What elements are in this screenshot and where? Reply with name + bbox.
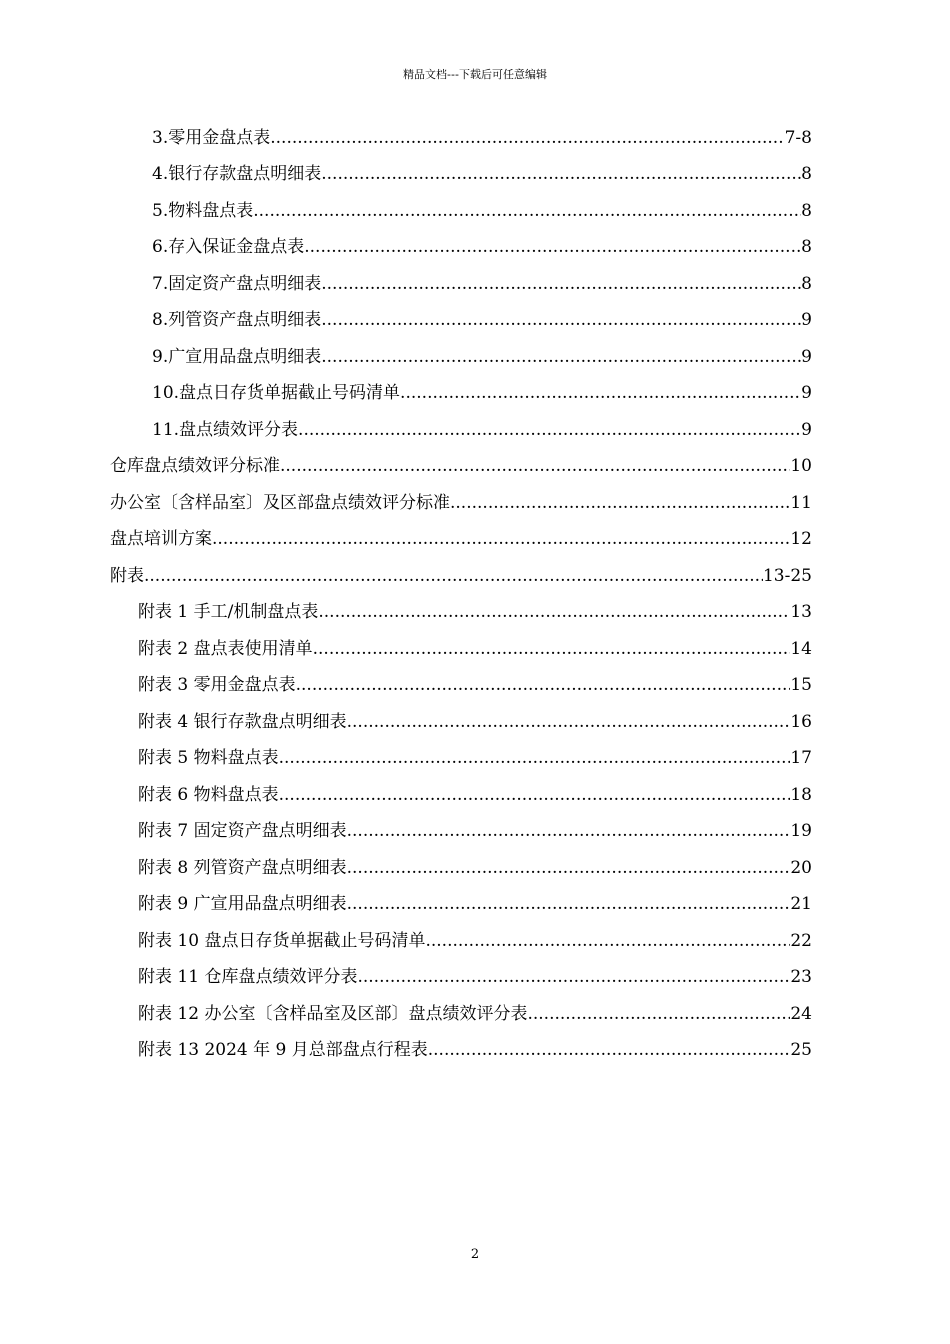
toc-entry[interactable]	[110, 454, 812, 478]
toc-entry[interactable]	[138, 600, 812, 624]
toc-entry[interactable]	[152, 418, 812, 442]
toc-entry[interactable]	[110, 491, 812, 515]
toc-entry-title: 盘点培训方案	[110, 529, 212, 549]
toc-entry[interactable]	[152, 235, 812, 259]
toc-entry-title: 银行存款盘点明细表	[168, 164, 322, 184]
toc-entry[interactable]	[152, 126, 812, 150]
toc-dot-leader	[527, 1002, 790, 1026]
toc-dot-leader	[428, 1038, 791, 1062]
toc-entry[interactable]	[138, 710, 812, 734]
toc-entry[interactable]	[110, 527, 812, 551]
toc-entry-title: 附表	[110, 566, 144, 586]
toc-entry-title: 附表 10 盘点日存货单据截止号码清单	[138, 931, 426, 951]
toc-entry[interactable]	[152, 199, 812, 223]
toc-dot-leader	[347, 710, 791, 734]
toc-entry-title: 附表 1 手工/机制盘点表	[138, 602, 319, 622]
toc-dot-leader	[321, 345, 801, 369]
toc-entry-page: 9	[801, 310, 812, 330]
toc-entry-page: 12	[790, 529, 812, 549]
toc-entry-number: 11.	[152, 420, 180, 440]
toc-entry-page: 9	[801, 347, 812, 367]
page-header: 精品文档---下载后可任意编辑	[403, 68, 547, 81]
toc-entry[interactable]	[152, 345, 812, 369]
toc-entry-title: 附表 13 2024 年 9 月总部盘点行程表	[138, 1040, 428, 1060]
toc-entry-title: 附表 2 盘点表使用清单	[138, 639, 313, 659]
toc-entry-title: 存入保证金盘点表	[168, 237, 305, 257]
toc-entry[interactable]	[138, 929, 812, 953]
toc-dot-leader	[400, 381, 801, 405]
toc-entry-page: 8	[801, 164, 812, 184]
toc-entry[interactable]	[138, 892, 812, 916]
toc-entry-title: 附表 12 办公室〔含样品室及区部〕盘点绩效评分表	[138, 1004, 528, 1024]
toc-entry-page: 18	[790, 785, 812, 805]
toc-entry-number: 6.	[152, 237, 169, 257]
toc-dot-leader	[253, 199, 801, 223]
toc-dot-leader	[321, 162, 801, 186]
toc-entry[interactable]	[152, 308, 812, 332]
toc-entry-title: 附表 7 固定资产盘点明细表	[138, 821, 347, 841]
toc-dot-leader	[347, 819, 791, 843]
toc-entry-title: 盘点日存货单据截止号码清单	[179, 383, 401, 403]
toc-entry-title: 附表 9 广宣用品盘点明细表	[138, 894, 347, 914]
toc-entry-page: 9	[801, 420, 812, 440]
toc-dot-leader	[321, 308, 801, 332]
toc-entry-page: 16	[790, 712, 812, 732]
toc-entry-page: 19	[790, 821, 812, 841]
toc-entry-title: 附表 4 银行存款盘点明细表	[138, 712, 347, 732]
toc-entry-title: 零用金盘点表	[168, 128, 271, 148]
toc-entry-page: 14	[790, 639, 812, 659]
toc-entry-page: 13	[790, 602, 812, 622]
toc-dot-leader	[357, 965, 790, 989]
toc-entry-page: 10	[790, 456, 812, 476]
toc-entry[interactable]	[138, 1002, 812, 1026]
toc-dot-leader	[425, 929, 790, 953]
toc-entry-title: 附表 11 仓库盘点绩效评分表	[138, 967, 358, 987]
toc-entry-page: 8	[801, 201, 812, 221]
toc-entry-page: 17	[790, 748, 812, 768]
toc-entry-page: 20	[790, 858, 812, 878]
toc-entry[interactable]	[138, 1038, 812, 1062]
toc-entry-page: 9	[801, 383, 812, 403]
toc-entry-title: 物料盘点表	[168, 201, 254, 221]
toc-entry-title: 附表 8 列管资产盘点明细表	[138, 858, 347, 878]
toc-dot-leader	[304, 235, 801, 259]
toc-entry-page: 22	[790, 931, 812, 951]
toc-dot-leader	[270, 126, 784, 150]
toc-entry[interactable]	[152, 162, 812, 186]
toc-entry-page: 23	[790, 967, 812, 987]
toc-dot-leader	[280, 454, 790, 478]
toc-dot-leader	[347, 856, 791, 880]
toc-entry-title: 附表 6 物料盘点表	[138, 785, 279, 805]
toc-entry-title: 盘点绩效评分表	[179, 420, 299, 440]
toc-entry[interactable]	[110, 564, 812, 588]
toc-entry-page: 8	[801, 274, 812, 294]
toc-dot-leader	[212, 527, 790, 551]
toc-dot-leader	[296, 673, 791, 697]
toc-dot-leader	[279, 746, 791, 770]
toc-entry-page: 25	[790, 1040, 812, 1060]
toc-entry-page: 7-8	[784, 128, 812, 148]
toc-entry[interactable]	[152, 272, 812, 296]
toc-entry-title: 广宣用品盘点明细表	[168, 347, 322, 367]
toc-dot-leader	[313, 637, 791, 661]
toc-entry-number: 7.	[152, 274, 169, 294]
toc-entry-number: 8.	[152, 310, 169, 330]
toc-entry-number: 3.	[152, 128, 169, 148]
toc-entry[interactable]	[138, 746, 812, 770]
toc-entry-page: 15	[790, 675, 812, 695]
toc-entry[interactable]	[138, 673, 812, 697]
toc-entry-number: 4.	[152, 164, 169, 184]
toc-dot-leader	[321, 272, 801, 296]
toc-entry-page: 8	[801, 237, 812, 257]
toc-entry[interactable]	[138, 965, 812, 989]
toc-entry-title: 附表 3 零用金盘点表	[138, 675, 296, 695]
toc-entry[interactable]	[138, 637, 812, 661]
toc-entry-title: 固定资产盘点明细表	[168, 274, 322, 294]
toc-entry-number: 10.	[152, 383, 180, 403]
toc-entry-title: 附表 5 物料盘点表	[138, 748, 279, 768]
toc-entry-page: 11	[790, 493, 812, 513]
toc-entry-page: 13-25	[762, 566, 812, 586]
toc-entry-page: 24	[790, 1004, 812, 1024]
page-number: 2	[470, 1247, 480, 1262]
toc-entry[interactable]	[138, 856, 812, 880]
toc-dot-leader	[298, 418, 801, 442]
toc-entry-page: 21	[790, 894, 812, 914]
toc-entry[interactable]	[152, 381, 812, 405]
toc-entry-number: 9.	[152, 347, 169, 367]
toc-entry-title: 仓库盘点绩效评分标准	[110, 456, 280, 476]
toc-entry[interactable]	[138, 783, 812, 807]
toc-entry-title: 办公室〔含样品室〕及区部盘点绩效评分标准	[110, 493, 450, 513]
toc-dot-leader	[347, 892, 791, 916]
toc-dot-leader	[318, 600, 790, 624]
toc-entry-number: 5.	[152, 201, 169, 221]
toc-dot-leader	[279, 783, 791, 807]
toc-entry[interactable]	[138, 819, 812, 843]
toc-dot-leader	[144, 564, 763, 588]
toc-dot-leader	[450, 491, 790, 515]
toc-entry-title: 列管资产盘点明细表	[168, 310, 322, 330]
